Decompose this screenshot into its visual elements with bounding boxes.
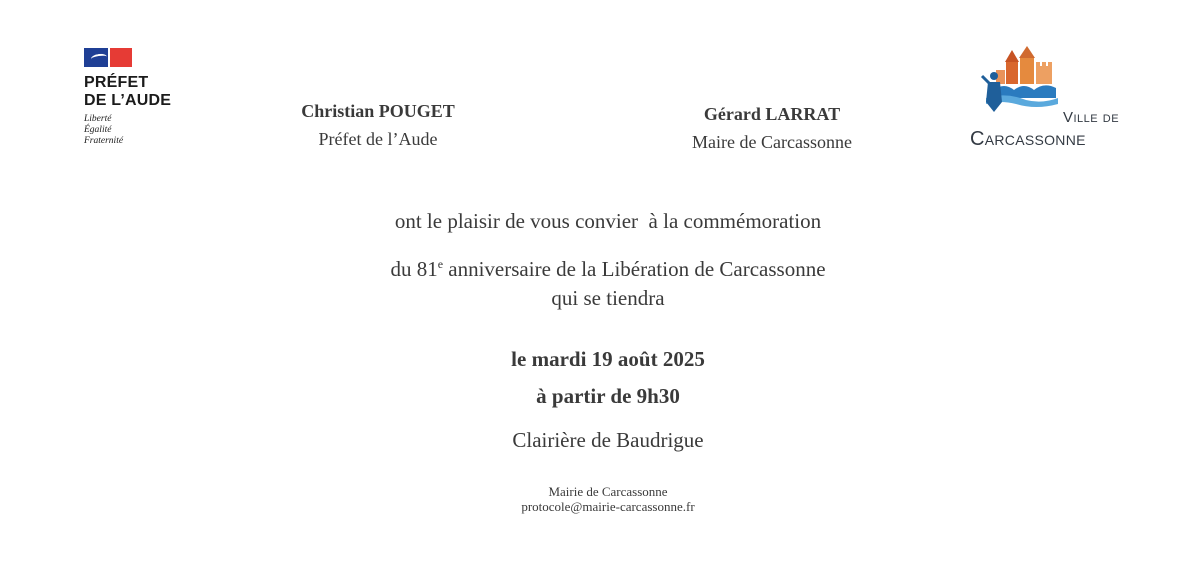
- signatory-prefet-role: Préfet de l’Aude: [318, 129, 438, 149]
- motto-fraternite: Fraternité: [84, 136, 124, 146]
- marianne-flag-icon: [84, 48, 132, 67]
- invitation-line3: qui se tiendra: [551, 286, 665, 310]
- signatory-maire: [660, 103, 884, 153]
- event-date: le mardi 19 août 2025: [511, 347, 705, 371]
- republic-motto: [84, 114, 204, 147]
- invitation-line2-end: anniversaire de la Libération de Carcassonne: [443, 257, 826, 281]
- prefet-title: [84, 74, 204, 110]
- prefet-title-line1: PRÉFET: [84, 74, 149, 91]
- contact-email[interactable]: protocole@mairie-carcassonne.fr: [521, 499, 695, 514]
- motto-liberte: Liberté: [84, 114, 112, 124]
- carcassonne-label: [970, 128, 1086, 151]
- signatory-maire-role: Maire de Carcassonne: [692, 132, 852, 152]
- carcassonne-text: Carcassonne: [970, 128, 1086, 150]
- invitation-line2: [300, 250, 916, 283]
- ville-carcassonne-logo: [966, 46, 1136, 156]
- ordinal-suffix: e: [437, 257, 444, 271]
- event-time: à partir de 9h30: [536, 384, 680, 408]
- prefet-title-line2: DE L’AUDE: [84, 92, 172, 109]
- invitation-line2-start: du 81: [390, 257, 438, 281]
- invitation-line1: ont le plaisir de vous convier à la commémoration: [394, 209, 822, 233]
- ville-de-text: Ville de: [1063, 109, 1120, 126]
- signatory-prefet-name: Christian POUGET: [301, 101, 455, 121]
- signatory-prefet: [278, 100, 478, 150]
- prefet-logo: [84, 48, 204, 147]
- contact-organization: Mairie de Carcassonne: [548, 484, 668, 499]
- event-place: Clairière de Baudrigue: [512, 428, 704, 452]
- citadel-emblem-icon: [976, 46, 1066, 116]
- signatory-maire-name: Gérard LARRAT: [703, 104, 841, 124]
- motto-egalite: Égalité: [84, 125, 112, 135]
- ville-de-label: [1063, 109, 1119, 126]
